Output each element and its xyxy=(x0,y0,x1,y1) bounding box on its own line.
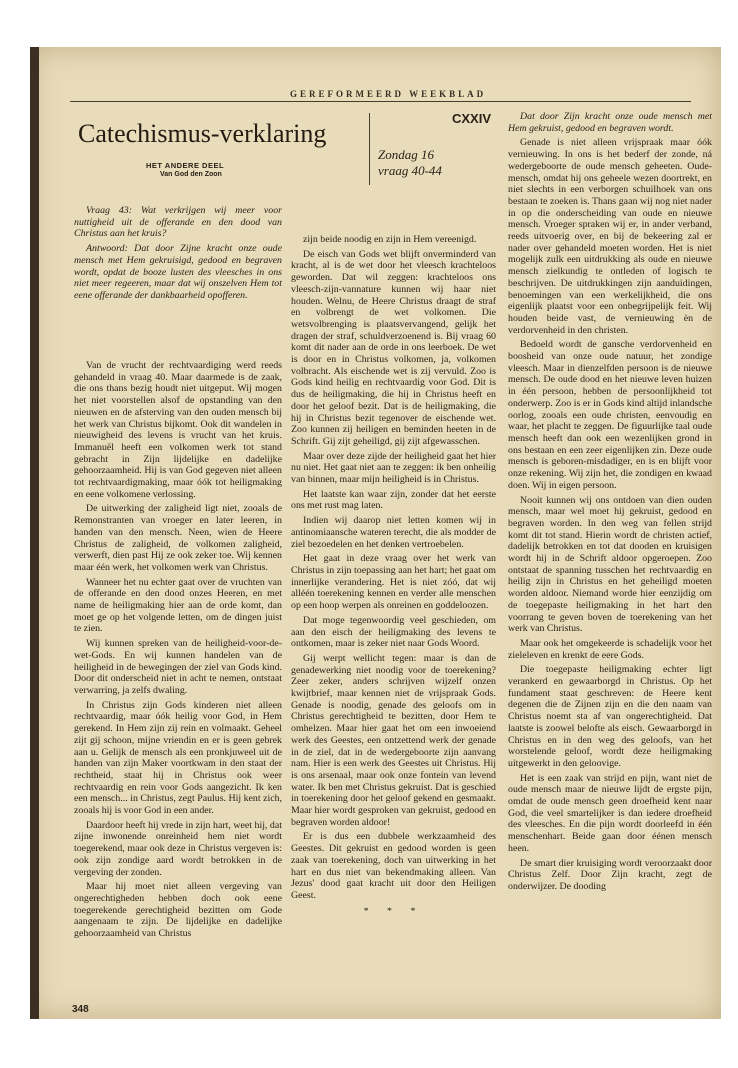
paragraph: Dat door Zijn kracht onze oude mensch met Hem gekruist, gedood en begraven wordt. xyxy=(508,111,712,134)
masthead: GEREFORMEERD WEEKBLAD xyxy=(290,89,487,99)
paragraph: Maar ook het omgekeerde is schadelijk voor het zieleleven en krenkt de eere Gods. xyxy=(508,637,712,661)
paragraph: Gij werpt wellicht tegen: maar is dan de genadewerking niet noodig voor de toerekening? Zeer zeker, anders schrijven wijzelf onzen kwijtbrief, maar kennen niet de vrijspraak Gods. Genade is noodig, genade des geloofs om in Christus gerechtigheid te bezitten, door Hem te omhelzen. Maar hier gaat het om een inwoeiend werk des Geestes, een ontzettend werk der genade in de ziel, dat in de wedergeboorte zijn aanvang nam. Hier is een werk des Geestes uit Christus. Hij is ons arsenaal, maar ook onze fontein van levend water. Ik ben met Christus gekruist. Dat is geschied in toerekening door het geloof gekend en gesmaakt. Maar hier wordt gesproken van gekruist, gedood en begraven worden aldoor! xyxy=(291,652,496,828)
binding-spine xyxy=(30,47,39,1019)
paragraph: Bedoeld wordt de gansche verdorvenheid en boosheid van onze oude natuur, het zondige vleesch. Maar in dienzelfden persoon is de nieuwe mensch. De oude dood en het nieuwe leven huizen in één persoon, hebben de persoonlijkheid tot onderwerp. Zoo is er in Gods kind altijd inlandsche oorlog, zooals een oude christen, eenvoudig en waar, het placht te zeggen. De figuurlijke taal oude mensch heeft dan ook een wezenlijken grond in ons bestaan en een zeer eigenlijken zin. Deze oude mensch is geboren-misdadiger, en is en blijft voor onze rekening. Wij zijn het, die zondigen en kwaad doen. Wij in eigen persoon. xyxy=(508,339,712,491)
answer-paragraph: Antwoord: Dat door Zijne kracht onze oude mensch met Hem gekruisigd, gedood en begraven wordt, opdat de booze lusten des vleesches in ons niet meer regeeren, maar dat wij onszelven Hem tot eene offerande der dankbaarheid opofferen. xyxy=(74,243,282,301)
page-number: 348 xyxy=(72,1004,89,1015)
question-paragraph: Vraag 43: Wat verkrijgen wij meer voor nuttigheid uit de offerande en den dood van Christus aan het kruis? xyxy=(74,205,282,240)
paragraph: Van de vrucht der rechtvaardiging werd reeds gehandeld in vraag 40. Maar daarmede is de zaak, die ons thans bezig houdt niet uitgeput. Wij mogen het niet voorstellen alsof de opstanding van den nieuwen en de afsterving van den ouden mensch bij het werk van Christus bijkomt. Ook dit wandelen in nieuwigheid des levens is vrucht van het kruis. Immanuël heeft een volkomen werk tot stand gebracht in Zijn lijdelijke en dadelijke gehoorzaamheid. Hij is van God gegeven niet alleen tot rechtvaardigmaking, maar óók tot heiligmaking en eene volkomene verlossing. xyxy=(74,360,282,500)
paragraph: zijn beide noodig en zijn in Hem vereenigd. xyxy=(303,234,477,245)
paragraph: Die toegepaste heiligmaking echter ligt verankerd en gewaarborgd in Christus. Op het fundament staat geschreven: de Heere kent degenen die de Zijnen zijn en die den naam van Christus noemt sta af van ongerechtigheid. Dat laatste is zoowel belofte als eisch. Gewaarborgd in Christus en in den weg des geloofs, van het worstelende geloof, wordt deze heiligmaking uitgewerkt in den geloovige. xyxy=(508,664,712,769)
paragraph: Indien wij daarop niet letten komen wij in antinomiaansche wateren terecht, die als modder de ziel bezoedelen en het denken vertroebelen. xyxy=(291,515,496,550)
paragraph: Het laatste kan waar zijn, zonder dat het eerste ons met rust mag laten. xyxy=(291,488,496,512)
paragraph: In Christus zijn Gods kinderen niet alleen rechtvaardig, maar óók heilig voor God, in Hem gerekend. In Hem zijn zij rein en volmaakt. Geheel zijt gij schoon, mijne vriendin en er is geen gebrek aan u. Gelijk de mensch als een pronkjuweel uit de handen van zijn Maker voortkwam in den staat der rechtheid, staat hij in Christus ook weer rechtvaardig en rein voor Gods aangezicht. Ik ken een mensch... in Christus, zegt Paulus. Hij kent zich, zooals hij is voor God in een ander. xyxy=(74,699,282,817)
paragraph: Nooit kunnen wij ons ontdoen van dien ouden mensch, maar wel moet hij gekruist, gedood en begraven worden. In den weg van fellen strijd komt dit tot stand. Hierin wordt de christen actief, dadelijk betrokken en tot dat dooden en kruisigen wordt hij in de Schrift aldoor opgeroepen. Zoo ontstaat de spanning tusschen het rechtvaardig en heilig zijn in Christus en het geheiligd moeten worden aldoor. Niemand worde hier eenzijdig om de toegepaste heiligmaking in het hart den voorrang te geven boven de toerekening van het werk van Christus. xyxy=(508,494,712,635)
paragraph: Het gaat in deze vraag over het werk van Christus in zijn toepassing aan het hart; het gaat om innerlijke verandering. Het is niet zóó, dat wij alléén toerekening kennen en verder alle menschen op een hoop werpen als onreinen en goddeloozen. xyxy=(291,553,496,612)
question-block xyxy=(74,205,282,305)
article-subtitle-2: Van God den Zoon xyxy=(160,171,222,178)
column-2 xyxy=(291,234,496,917)
paragraph: Maar hij moet niet alleen vergeving van ongerechtigheden hebben doch ook eene toegerekende gerechtigheid bezitten om Gode aangenaam te zijn. De lijdelijke en dadelijke gehoorzaamheid van Christus xyxy=(74,881,282,940)
paragraph: Wij kunnen spreken van de heiligheid-voor-de-wet-Gods. En wij kunnen handelen van de heiligheid in de bewegingen der ziel van Gods kind. Door dit onderscheid niet in acht te nemen, ontstaat verwarring, ja zelfs dwaling. xyxy=(74,638,282,696)
column-3 xyxy=(508,111,712,896)
paragraph: De uitwerking der zaligheid ligt niet, zooals de Remonstranten van vroeger en later leeren, in handen van den mensch. Neen, wien de Heere Christus de zaligheid, de volkomen zaligheid, verwerft, dien past Hij ze ook zeker toe. Wij kennen maar één werk, het volkomen werk van Christus. xyxy=(74,503,282,573)
paragraph: Maar over deze zijde der heiligheid gaat het hier nu niet. Het gaat niet aan te zeggen: ik ben onheilig van binnen, maar mijn heiligheid is in Christus. xyxy=(291,450,496,486)
article-title: Catechismus-verklaring xyxy=(78,119,327,148)
sunday-label: Zondag 16 xyxy=(378,147,434,162)
paragraph: Daardoor heeft hij vrede in zijn hart, weet hij, dat zijne inwonende onreinheid hem niet wordt toegerekend, maar ook deze in Christus vergeven is: ook zijn zondige aard wordt betrokken in de vergeving der zonden. xyxy=(74,819,282,878)
paragraph: Het is een zaak van strijd en pijn, want niet de oude mensch maar de nieuwe lijdt de ergste pijn, omdat de oude mensch geen droefheid kent naar God, die veel smartelijker is dan iedere droefheid des vleesches. En die pijn wordt doorleefd in één menschenhart. Beide gaan door éénen mensch heen. xyxy=(508,772,712,854)
paragraph: De eisch van Gods wet blijft onverminderd van kracht, al is de wet door het vleesch krachteloos geworden. Dat wil zeggen: krachteloos ons vleesch-zijn-vannature kunnen wij haar niet houden. Welnu, de Heere Christus draagt de straf en volbrengt de wet volkomen. Die wetsvolbrenging is plaatsvervangend, gelijk het dragen der straf, schuldverzoenend is. Bij vraag 60 komt dit nader aan de orde in ons leerboek. De wet is door en in Christus volkomen, ja, volkomen volbracht. Als eischende wet is zij vervuld. Zoo is Gods kind heilig en rechtvaardig voor God. Dit is dus de heiligmaking, die hij in Christus heeft en door het geloof bezit. Dat is de heiligmaking, die hij in Christus bezit tegenover de eischende wet. Zoo kunnen zij heiligen en beminden heeten in de Schrift. Gij zijt geheiligd, gij zijt afgewasschen. xyxy=(291,248,496,447)
column-1 xyxy=(74,360,282,943)
question-range: vraag 40-44 xyxy=(378,163,442,178)
paragraph: Dat moge tegenwoordig veel geschieden, om aan den eisch der heiligmaking des levens te ontkomen, maar is zeker niet naar Gods Woord. xyxy=(291,614,496,650)
header-rule xyxy=(70,101,691,102)
paragraph: De smart dier kruisiging wordt veroorzaakt door Christus Zelf. Door Zijn kracht, zegt de onderwijzer. De dooding xyxy=(508,857,712,892)
paragraph: Genade is niet alleen vrijspraak maar óók vernieuwing. In ons is het bederf der zonde, ná wedergeboorte de oude mensch geheeten. Oude-mensch, omdat hij ons geheele wezen doortrekt, en niet slechts in een verborgen schuilhoek van ons bestaan te zoeken is. Thans gaan wij nog niet nader in op die onderscheiding van oude en nieuwe mensch. Vroeger spraken wij er, in ander verband, reeds uitvoerig over, en bij de bekeering zal er nader over gehandeld moeten worden. Het is niet mogelijk zulk een uitdrukking als oude en nieuwe mensch zielkundig te ontleden of logisch te beschrijven. De uitdrukkingen zijn aanduidingen, benoemingen van een werkelijkheid, die ons eigenlijk plaatst voor een onbegrijpelijk feit. Wij houden beide vast, de vernieuwing èn de verdorvenheid in den christen. xyxy=(508,137,712,336)
article-subtitle: HET ANDERE DEEL xyxy=(146,161,225,170)
magazine-page xyxy=(30,47,721,1019)
title-divider xyxy=(369,113,370,185)
series-number: CXXIV xyxy=(452,111,492,126)
section-separator: * * * xyxy=(363,905,424,917)
sunday-reference xyxy=(378,147,442,179)
paragraph: Wanneer het nu echter gaat over de vruchten van de offerande en den dood onzes Heeren, en met name de heiligmaking hier aan de orde komt, dan moet ge op het volgende letten, om de dingen juist te zien. xyxy=(74,576,282,635)
paragraph: Er is dus een dubbele werkzaamheid des Geestes. Dit gekruist en gedood worden is geen zaak van toerekening, doch van uitwerking in het hart en dus niet van bekendmaking alleen. Van Jezus' dood gaat kracht uit door den Heiligen Geest. xyxy=(291,831,496,901)
